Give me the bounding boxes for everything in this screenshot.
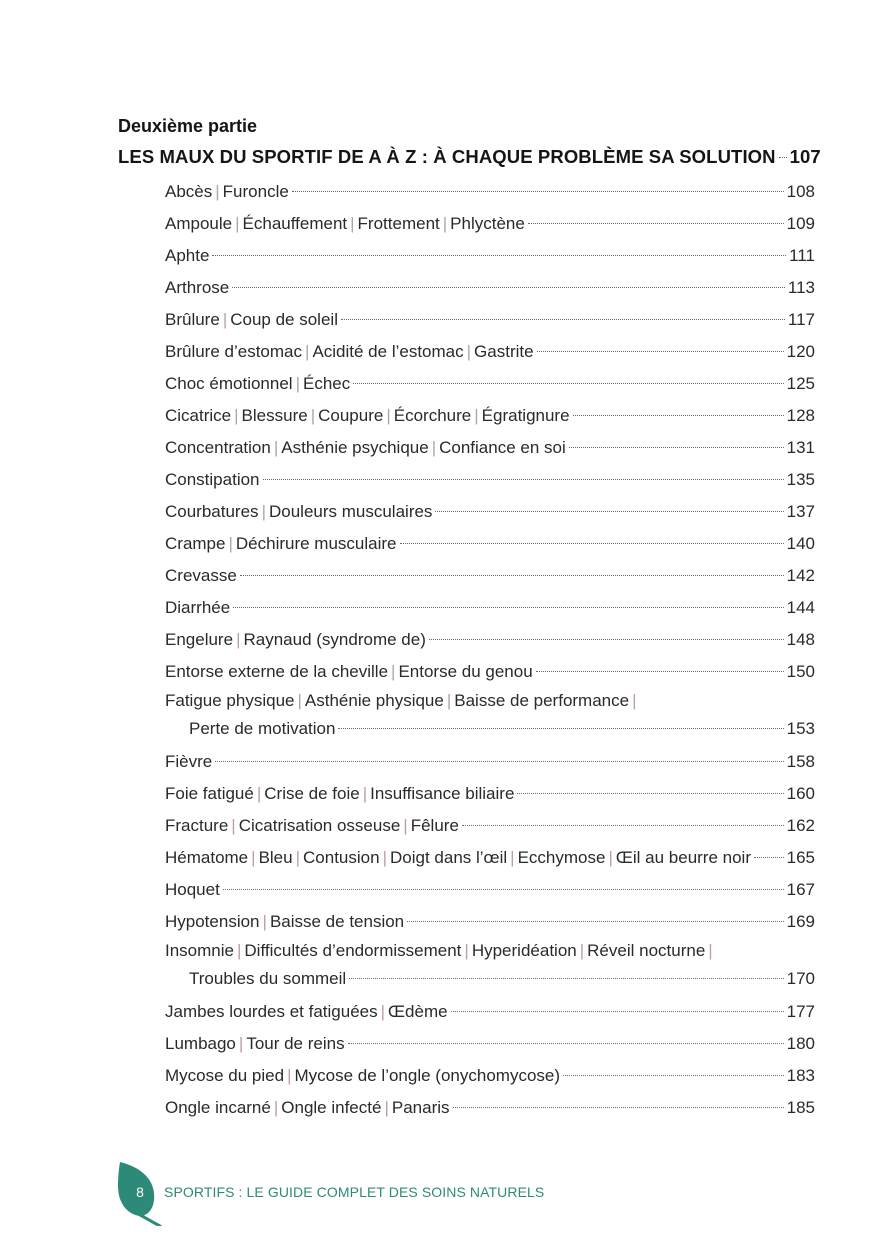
toc-entry [165, 432, 815, 464]
toc-entry-title: Brûlure | Coup de soleil [165, 310, 338, 329]
part-label: Deuxième partie [118, 116, 258, 136]
dot-leader [292, 191, 784, 192]
toc-entry [165, 304, 815, 336]
toc-entry [165, 176, 815, 208]
toc-entry-row [165, 874, 815, 906]
toc-entry [165, 1028, 815, 1060]
toc-entry-page: 162 [786, 816, 815, 835]
separator-bar: | [228, 534, 233, 553]
toc-entry-page: 180 [786, 1034, 815, 1053]
toc-entry-row [165, 714, 815, 746]
toc-entry-page: 185 [786, 1098, 815, 1117]
toc-entry [165, 874, 815, 906]
separator-bar: | [386, 406, 391, 425]
toc-entry [165, 464, 815, 496]
part-title: LES MAUX DU SPORTIF DE A À Z : À CHAQUE PROBLÈME SA SOLUTION [118, 146, 776, 167]
dot-leader [407, 921, 783, 922]
separator-bar: | [287, 1066, 292, 1085]
part-title-page: 107 [789, 146, 821, 167]
dot-leader [232, 287, 785, 288]
toc-entry-title: Cicatrice | Blessure | Coupure | Écorchure | Égratignure [165, 406, 570, 425]
toc-entry-row [165, 368, 815, 400]
dot-leader [223, 889, 784, 890]
toc-entry-page: 148 [786, 630, 815, 649]
toc-entry-page: 169 [786, 912, 815, 931]
toc-entry-row [165, 336, 815, 368]
separator-bar: | [231, 816, 236, 835]
toc-entry [165, 592, 815, 624]
toc-entry-page: 120 [786, 342, 815, 361]
separator-bar: | [382, 848, 387, 867]
dot-leader [429, 639, 784, 640]
separator-bar: | [273, 1098, 279, 1117]
toc-entry-title: Troubles du sommeil [189, 969, 347, 988]
toc-entry [165, 208, 815, 240]
toc-entry-title: Ampoule | Échauffement | Frottement | Phlyctène [165, 214, 525, 233]
toc-entry-row [165, 400, 815, 432]
toc-entry-title-line: Fatigue physique | Asthénie physique | Baisse de performance | [165, 691, 637, 710]
toc-entry-row [165, 176, 815, 208]
separator-bar: | [251, 848, 256, 867]
toc-entry-title: Diarrhée [165, 598, 231, 617]
dot-leader [233, 607, 783, 608]
toc-entry-title: Crevasse [165, 566, 237, 585]
toc-entry-page: 150 [786, 662, 815, 681]
toc-entry-row [165, 746, 815, 778]
toc-entry [165, 528, 815, 560]
dot-leader [528, 223, 784, 224]
dot-leader [451, 1011, 784, 1012]
dot-leader [353, 383, 783, 384]
dot-leader [215, 761, 783, 762]
table-of-contents [165, 176, 815, 1124]
toc-entry-title: Entorse externe de la cheville | Entorse du genou [165, 662, 533, 681]
dot-leader [563, 1075, 784, 1076]
separator-bar: | [222, 310, 228, 329]
part-title-row [118, 146, 821, 168]
toc-entry-row [165, 842, 815, 874]
separator-bar: | [273, 438, 279, 457]
toc-entry-row [165, 592, 815, 624]
dot-leader [263, 479, 784, 480]
toc-entry-page: 165 [786, 848, 815, 867]
separator-bar: | [384, 1098, 389, 1117]
separator-bar: | [310, 406, 316, 425]
separator-bar: | [215, 182, 220, 201]
dot-leader [754, 857, 784, 858]
toc-entry [165, 842, 815, 874]
toc-entry-page: 153 [786, 719, 815, 738]
toc-entry-page: 144 [786, 598, 815, 617]
toc-entry-page: 113 [787, 278, 815, 297]
toc-entry [165, 368, 815, 400]
toc-entry-page: 135 [786, 470, 815, 489]
toc-entry-row [165, 560, 815, 592]
dot-leader [537, 351, 784, 352]
toc-entry-title: Aphte [165, 246, 210, 265]
toc-entry-title: Perte de motivation [189, 719, 336, 738]
toc-entry-page: 111 [789, 246, 815, 265]
toc-entry-title: Constipation [165, 470, 260, 489]
dot-leader [338, 728, 783, 729]
toc-entry [165, 560, 815, 592]
separator-bar: | [297, 691, 302, 710]
separator-bar: | [403, 816, 408, 835]
toc-entry [165, 778, 815, 810]
separator-bar: | [362, 784, 368, 803]
toc-entry-title: Engelure | Raynaud (syndrome de) [165, 630, 426, 649]
toc-entry-row [165, 1028, 815, 1060]
toc-entry-title: Brûlure d’estomac | Acidité de l’estomac | Gastrite [165, 342, 534, 361]
toc-entry-row [165, 1060, 815, 1092]
toc-entry [165, 810, 815, 842]
toc-entry-page: 131 [786, 438, 815, 457]
separator-bar: | [608, 848, 613, 867]
separator-bar: | [380, 1002, 386, 1021]
toc-entry [165, 1092, 815, 1124]
separator-bar: | [350, 214, 355, 233]
toc-entry [165, 240, 815, 272]
toc-entry-page: 117 [787, 310, 815, 329]
toc-entry-title: Mycose du pied | Mycose de l’ongle (onychomycose) [165, 1066, 561, 1085]
separator-bar: | [236, 941, 242, 960]
toc-entry [165, 336, 815, 368]
toc-entry-page: 167 [786, 880, 815, 899]
toc-entry [165, 656, 815, 688]
toc-entry-title: Arthrose [165, 278, 230, 297]
separator-bar: | [256, 784, 262, 803]
separator-bar: | [305, 342, 310, 361]
toc-entry-row [165, 1092, 815, 1124]
toc-entry-title: Crampe | Déchirure musculaire [165, 534, 397, 553]
separator-bar: | [238, 1034, 244, 1053]
toc-entry-row [165, 964, 815, 996]
toc-entry-title: Abcès | Furoncle [165, 182, 289, 201]
dot-leader [573, 415, 784, 416]
separator-bar: | [391, 662, 396, 681]
separator-bar: | [474, 406, 479, 425]
toc-entry-title: Choc émotionnel | Échec [165, 374, 351, 393]
dot-leader [400, 543, 784, 544]
separator-bar: | [510, 848, 515, 867]
toc-entry-title: Ongle incarné | Ongle infecté | Panaris [165, 1098, 450, 1117]
dot-leader [435, 511, 783, 512]
dot-leader [212, 255, 786, 256]
toc-entry-row [165, 496, 815, 528]
separator-bar: | [464, 941, 469, 960]
dot-leader [240, 575, 784, 576]
toc-entry-page: 170 [786, 969, 815, 988]
toc-entry-title: Fracture | Cicatrisation osseuse | Fêlure [165, 816, 459, 835]
dot-leader [348, 1043, 784, 1044]
toc-entry [165, 400, 815, 432]
page-number: 8 [136, 1184, 144, 1200]
toc-entry-title: Courbatures | Douleurs musculaires [165, 502, 433, 521]
dot-leader [453, 1107, 784, 1108]
separator-bar: | [262, 912, 267, 931]
toc-entry-page: 177 [786, 1002, 815, 1021]
toc-entry-title-line: Insomnie | Difficultés d’endormissement | Hyperidéation | Réveil nocturne | [165, 941, 713, 960]
separator-bar: | [261, 502, 266, 521]
separator-bar: | [234, 406, 239, 425]
toc-entry-row [165, 810, 815, 842]
toc-entry-title: Jambes lourdes et fatiguées | Œdème [165, 1002, 448, 1021]
toc-entry-row [165, 272, 815, 304]
toc-entry-row [165, 304, 815, 336]
toc-entry-page: 160 [786, 784, 815, 803]
toc-entry-row [165, 528, 815, 560]
toc-entry-page: 109 [786, 214, 815, 233]
dot-leader [349, 978, 783, 979]
toc-entry [165, 746, 815, 778]
separator-bar: | [442, 214, 448, 233]
toc-entry-title: Foie fatigué | Crise de foie | Insuffisance biliaire [165, 784, 515, 803]
toc-entry-page: 183 [786, 1066, 815, 1085]
page-footer [114, 1160, 614, 1230]
separator-bar: | [236, 630, 241, 649]
dot-leader [462, 825, 784, 826]
running-title: SPORTIFS : LE GUIDE COMPLET DES SOINS NATURELS [164, 1184, 545, 1200]
toc-entry-title: Hypotension | Baisse de tension [165, 912, 405, 931]
separator-bar: | [446, 691, 452, 710]
toc-entry-page: 158 [786, 752, 815, 771]
toc-entry-page: 125 [786, 374, 815, 393]
toc-entry-row [165, 778, 815, 810]
toc-entry-page: 137 [786, 502, 815, 521]
dot-leader [779, 157, 787, 158]
toc-entry-page: 142 [786, 566, 815, 585]
toc-entry [165, 996, 815, 1028]
separator-bar: | [235, 214, 240, 233]
toc-entry-title: Hématome | Bleu | Contusion | Doigt dans l’œil | Ecchymose | Œil au beurre noir [165, 848, 751, 867]
toc-entry-row [165, 624, 815, 656]
toc-entry [165, 938, 815, 996]
separator-bar: | [708, 941, 713, 960]
toc-entry-row [165, 996, 815, 1028]
toc-entry-page: 140 [786, 534, 815, 553]
toc-entry-page: 108 [786, 182, 815, 201]
toc-entry-row [165, 906, 815, 938]
toc-entry-title: Hoquet [165, 880, 220, 899]
toc-entry [165, 272, 815, 304]
toc-entry [165, 688, 815, 746]
separator-bar: | [295, 374, 300, 393]
toc-entry-row [165, 240, 815, 272]
separator-bar: | [295, 848, 301, 867]
toc-entry [165, 906, 815, 938]
toc-entry-row [165, 208, 815, 240]
dot-leader [341, 319, 785, 320]
toc-entry [165, 624, 815, 656]
toc-entry-title: Fièvre [165, 752, 213, 771]
toc-entry [165, 1060, 815, 1092]
dot-leader [569, 447, 784, 448]
separator-bar: | [466, 342, 472, 361]
separator-bar: | [431, 438, 437, 457]
toc-entry-row [165, 656, 815, 688]
toc-entry [165, 496, 815, 528]
dot-leader [536, 671, 784, 672]
separator-bar: | [579, 941, 585, 960]
toc-entry-page: 128 [786, 406, 815, 425]
toc-entry-title: Lumbago | Tour de reins [165, 1034, 345, 1053]
dot-leader [517, 793, 783, 794]
toc-entry-row [165, 432, 815, 464]
separator-bar: | [632, 691, 637, 710]
toc-entry-title: Concentration | Asthénie psychique | Confiance en soi [165, 438, 566, 457]
toc-entry-row [165, 464, 815, 496]
